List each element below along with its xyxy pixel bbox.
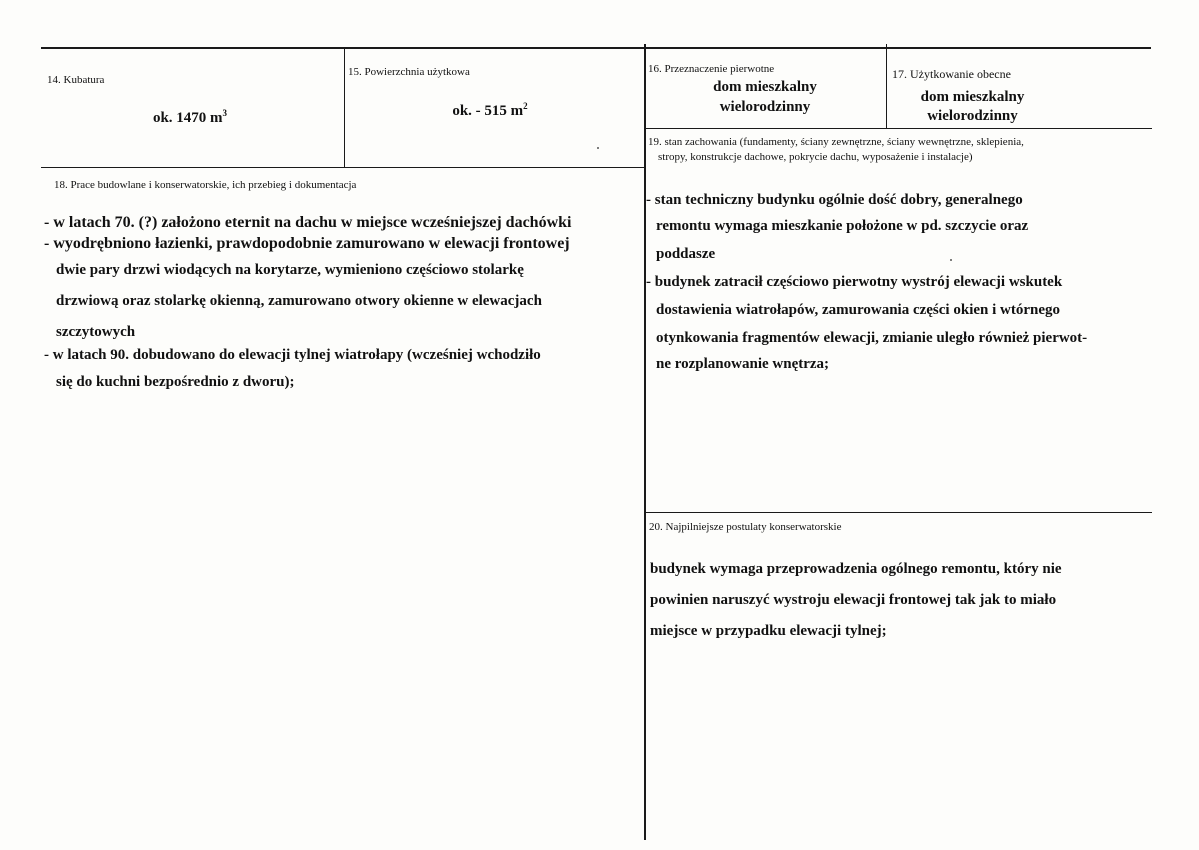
text-line: powinien naruszyć wystroju elewacji frontowej tak jak to miało xyxy=(650,592,1057,608)
top-border-line xyxy=(41,47,1151,49)
field-14-value-text: ok. 1470 m xyxy=(152,110,223,126)
text-line: otynkowania fragmentów elewacji, zmianie uległo również pierwot- xyxy=(656,330,1088,346)
text-line: miejsce w przypadku elewacji tylnej; xyxy=(650,623,887,639)
row-divider-left xyxy=(41,167,644,168)
field-18-text xyxy=(44,212,571,393)
text-line: dostawienia wiatrołapów, zamurowania części okien i wtórnego xyxy=(656,302,1061,318)
text-line: - stan techniczny budynku ogólnie dość dobry, generalnego xyxy=(646,192,1023,208)
field-14-value xyxy=(110,108,270,127)
text-line: się do kuchni bezpośrednio z dworu); xyxy=(56,374,295,390)
row-divider-right-mid xyxy=(644,512,1152,513)
field-20-label: 20. Najpilniejsze postulaty konserwatorskie xyxy=(649,521,842,533)
text-line: - w latach 70. (?) założono eternit na dachu w miejsce wcześniejszej dachówki xyxy=(44,214,572,231)
field-14-unit-sup: 3 xyxy=(222,108,228,118)
field-17-value-line2: wielorodzinny xyxy=(927,108,1018,124)
field-15-value-text: ok. - 515 m xyxy=(452,103,524,119)
speck-mark xyxy=(950,259,952,261)
field-19-label-line1: 19. stan zachowania (fundamenty, ściany zewnętrzne, ściany wewnętrzne, sklepienia, xyxy=(648,136,1024,148)
row-divider-right-top xyxy=(644,128,1152,129)
col-divider-main xyxy=(644,44,646,840)
field-15-label: 15. Powierzchnia użytkowa xyxy=(348,66,470,78)
text-line: - wyodrębniono łazienki, prawdopodobnie zamurowano w elewacji frontowej xyxy=(44,235,570,252)
field-17-value-line1: dom mieszkalny xyxy=(920,89,1025,105)
field-19-text xyxy=(646,187,1087,377)
text-line: drzwiową oraz stolarkę okienną, zamurowano otwory okienne w elewacjach xyxy=(56,293,542,309)
text-line: poddasze xyxy=(656,246,716,262)
text-line: - budynek zatracił częściowo pierwotny wystrój elewacji wskutek xyxy=(646,274,1063,290)
text-line: - w latach 90. dobudowano do elewacji tylnej wiatrołapy (wcześniej wchodziło xyxy=(44,347,541,363)
field-19-label-line2: stropy, konstrukcje dachowe, pokrycie dachu, wyposażenie i instalacje) xyxy=(658,151,973,163)
field-17-label: 17. Użytkowanie obecne xyxy=(892,67,1011,81)
field-15-value xyxy=(410,101,570,120)
field-16-value-line1: dom mieszkalny xyxy=(713,79,817,95)
col-divider-14-15 xyxy=(344,48,345,168)
field-20-text xyxy=(650,554,1062,647)
text-line: budynek wymaga przeprowadzenia ogólnego remontu, który nie xyxy=(650,561,1062,577)
field-14-label: 14. Kubatura xyxy=(47,74,105,86)
text-line: szczytowych xyxy=(56,324,136,340)
field-18-label: 18. Prace budowlane i konserwatorskie, ich przebieg i dokumentacja xyxy=(54,179,357,191)
text-line: dwie pary drzwi wiodących na korytarze, wymieniono częściowo stolarkę xyxy=(56,262,524,278)
field-15-unit-sup: 2 xyxy=(523,101,528,111)
text-line: ne rozplanowanie wnętrza; xyxy=(656,356,830,372)
field-16-value-line2: wielorodzinny xyxy=(719,99,811,115)
field-16-label: 16. Przeznaczenie pierwotne xyxy=(648,63,775,75)
text-line: remontu wymaga mieszkanie położone w pd. szczycie oraz xyxy=(656,218,1029,234)
speck-mark xyxy=(597,147,599,149)
